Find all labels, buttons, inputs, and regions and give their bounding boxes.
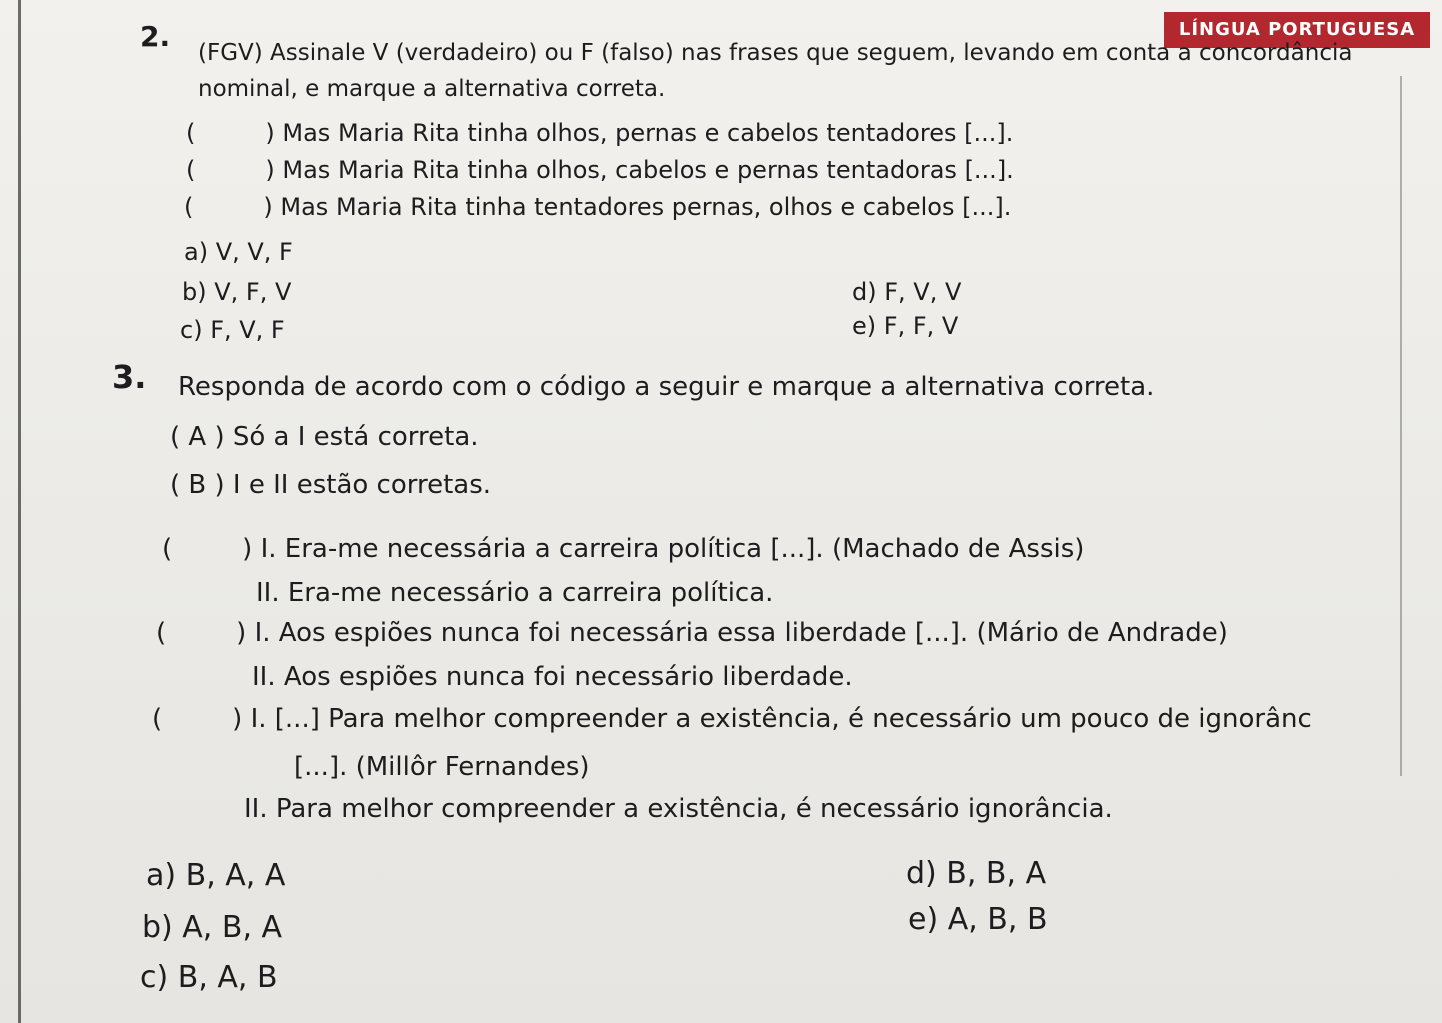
- answer-blank-open: (: [184, 193, 194, 221]
- answer-blank-open: (: [152, 704, 163, 734]
- q3-item-1-ii: II. Era-me necessário a carreira política.: [256, 578, 774, 608]
- code-a: ( A ) Só a I está correta.: [170, 422, 479, 452]
- answer-blank-close: ): [265, 156, 275, 184]
- q3-item-3: [152, 704, 1312, 734]
- q3-item-3-ii: II. Para melhor compreender a existência, é necessário ignorância.: [244, 794, 1113, 824]
- q2-prompt-line2: nominal, e marque a alternativa correta.: [198, 76, 666, 102]
- section-tab: LÍNGUA PORTUGUESA: [1164, 12, 1430, 48]
- q3-item-2-ii: II. Aos espiões nunca foi necessário liberdade.: [252, 662, 853, 692]
- q3-item-2: [156, 618, 1228, 648]
- q2-choice-a[interactable]: a) V, V, F: [184, 238, 293, 266]
- q3-item-3-i: I. [...] Para melhor compreender a existência, é necessário um pouco de ignorânc: [250, 704, 1312, 734]
- question-2-number: 2.: [140, 20, 171, 53]
- answer-blank-open: (: [186, 156, 196, 184]
- q3-prompt: Responda de acordo com o código a seguir e marque a alternativa correta.: [178, 372, 1155, 402]
- q2-item-1-text: Mas Maria Rita tinha olhos, pernas e cabelos tentadores [...].: [282, 119, 1014, 147]
- answer-blank-open: (: [186, 119, 196, 147]
- q3-item-2-i: I. Aos espiões nunca foi necessária essa liberdade [...]. (Mário de Andrade): [254, 618, 1228, 648]
- q2-choice-e[interactable]: e) F, F, V: [852, 312, 959, 340]
- code-b: ( B ) I e II estão corretas.: [170, 470, 492, 500]
- q3-choice-d[interactable]: d) B, B, A: [906, 856, 1047, 891]
- q3-item-3-continuation: [...]. (Millôr Fernandes): [294, 752, 590, 782]
- q3-item-1-i: I. Era-me necessária a carreira política [...]. (Machado de Assis): [260, 534, 1085, 564]
- q2-item-3: [184, 192, 1011, 222]
- left-rule: [18, 0, 21, 1023]
- q2-item-3-text: Mas Maria Rita tinha tentadores pernas, olhos e cabelos [...].: [280, 193, 1012, 221]
- q2-choice-c[interactable]: c) F, V, F: [180, 316, 285, 344]
- q2-choice-d[interactable]: d) F, V, V: [852, 278, 962, 306]
- answer-blank-close: ): [242, 534, 253, 564]
- answer-blank-close: ): [232, 704, 243, 734]
- q2-item-2-text: Mas Maria Rita tinha olhos, cabelos e pernas tentadoras [...].: [282, 156, 1014, 184]
- q3-choice-c[interactable]: c) B, A, B: [140, 960, 278, 995]
- answer-blank-close: ): [236, 618, 247, 648]
- margin-line: [1400, 76, 1402, 776]
- answer-blank-open: (: [156, 618, 167, 648]
- q2-choice-b[interactable]: b) V, F, V: [182, 278, 292, 306]
- answer-blank-open: (: [162, 534, 173, 564]
- answer-blank-close: ): [263, 193, 273, 221]
- question-3-number: 3.: [112, 358, 147, 396]
- q3-choice-a[interactable]: a) B, A, A: [146, 858, 286, 893]
- q2-item-2: [186, 155, 1014, 185]
- q2-item-1: [186, 118, 1013, 148]
- q2-prompt-line1: (FGV) Assinale V (verdadeiro) ou F (falso) nas frases que seguem, levando em conta a concordância: [198, 40, 1353, 66]
- q3-item-1: [162, 534, 1084, 564]
- q3-choice-e[interactable]: e) A, B, B: [908, 902, 1048, 937]
- answer-blank-close: ): [265, 119, 275, 147]
- q3-choice-b[interactable]: b) A, B, A: [142, 910, 283, 945]
